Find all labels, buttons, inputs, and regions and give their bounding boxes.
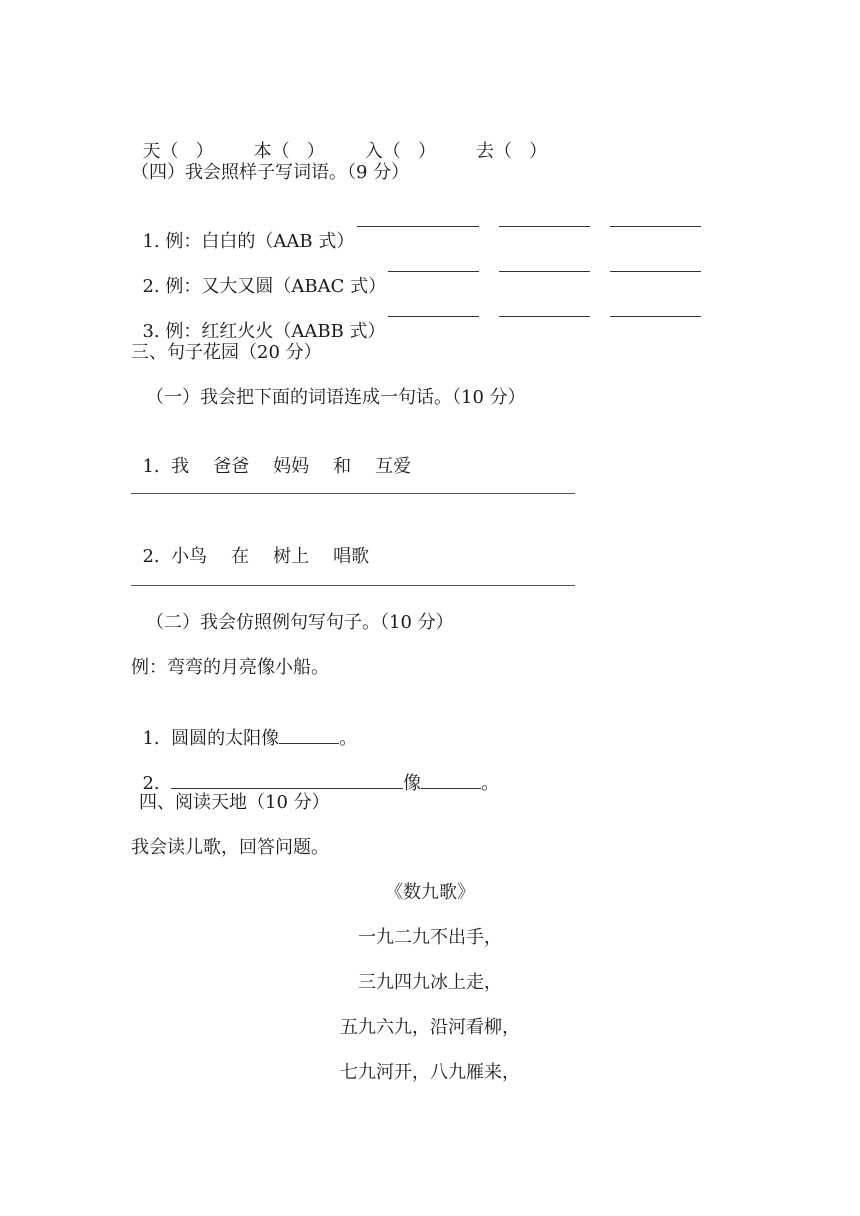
sentence-item: 1. 圆圆的太阳像 。 [131,701,357,751]
word-pattern-item: 3. 例：红红火火（AABB 式） [142,321,386,342]
answer-blank[interactable] [171,770,403,789]
part-heading: 三、句子花园（20 分） [131,342,322,363]
answer-line[interactable] [131,585,575,586]
answer-blank[interactable] [388,253,479,272]
word-pattern-item: 1. 例：白白的（AAB 式） [142,231,355,252]
answer-blank[interactable] [610,253,701,272]
answer-blank[interactable] [279,725,339,744]
char-item: 天（ ） [142,141,214,162]
poem-line: 七九河开，八九雁来， [340,1062,520,1083]
poem-line: 三九四九冰上走， [358,972,502,993]
answer-blank[interactable] [610,298,701,317]
poem-title: 《数九歌》 [385,882,475,903]
char-item: 入（ ） [364,141,436,162]
answer-blank[interactable] [610,208,701,227]
char-bracket-row [131,116,547,164]
char-item: 本（ ） [253,141,325,162]
word-list-item: 1. 我 爸爸 妈妈 和 互爱 [142,456,412,477]
instruction: 我会读儿歌，回答问题。 [131,837,329,858]
word-list-item: 2. 小鸟 在 树上 唱歌 [142,546,370,567]
section-heading: （二）我会仿照例句写句子。（10 分） [146,612,454,633]
part-heading: 四、阅读天地（10 分） [139,792,330,813]
section-heading: （四）我会照样子写词语。（9 分） [131,162,410,183]
section-heading: （一）我会把下面的词语连成一句话。（10 分） [146,387,526,408]
example-sentence: 例：弯弯的月亮像小船。 [131,657,329,678]
char-item: 去（ ） [475,141,548,162]
answer-line[interactable] [131,493,575,494]
answer-blank[interactable] [499,253,590,272]
poem-line: 一九二九不出手， [358,927,502,948]
answer-blank[interactable] [421,770,481,789]
poem-line: 五九六九，沿河看柳， [340,1017,520,1038]
answer-blank[interactable] [499,298,590,317]
answer-blank[interactable] [357,208,479,227]
word-pattern-item: 2. 例：又大又圆（ABAC 式） [142,276,387,297]
sentence-item: 2. 像 。 [131,746,499,796]
answer-blank[interactable] [388,298,479,317]
answer-blank[interactable] [499,208,590,227]
